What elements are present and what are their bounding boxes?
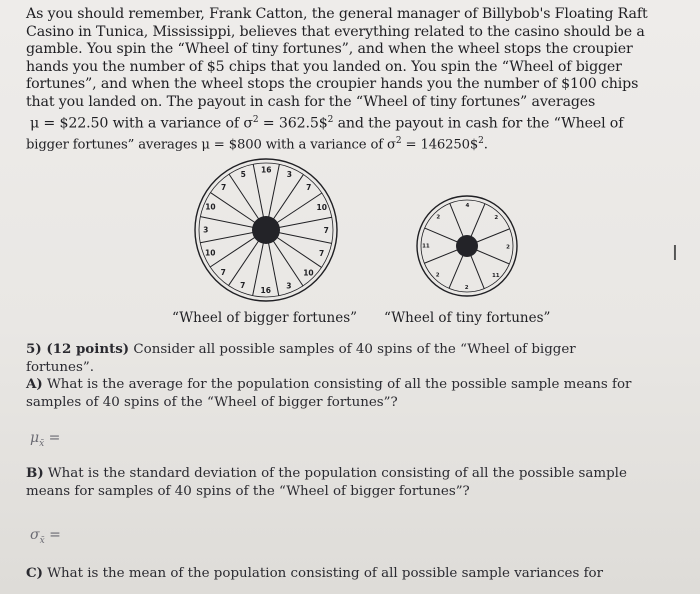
formula-text: = 146250$ <box>401 137 479 153</box>
tiny-wheel-segment-label: 4 <box>465 202 470 209</box>
wheel-of-bigger-fortunes <box>189 156 345 304</box>
intro-line: that you landed on. The payout in cash for the “Wheel of tiny fortunes” averages <box>26 93 596 110</box>
question-5a-line: samples of 40 spins of the “Wheel of bigger fortunes”? <box>26 395 398 410</box>
big-wheel-segment-label: 7 <box>220 268 226 278</box>
question-5b-line: means for samples of 40 spins of the “Wheel of bigger fortunes”? <box>26 484 470 499</box>
big-wheel-segment-label: 7 <box>220 182 227 192</box>
superscript: 2 <box>327 114 334 125</box>
question-5a <box>26 375 686 412</box>
intro-line <box>26 133 676 154</box>
formula-text: bigger fortunes” averages μ = $800 with a variance of σ <box>26 137 396 153</box>
question-5-line: fortunes”. <box>26 360 94 375</box>
wheel-of-tiny-fortunes <box>414 193 520 299</box>
big-wheel-segment-label: 7 <box>240 281 246 291</box>
equals-sign: = <box>44 430 61 446</box>
tiny-wheel-segment-label: 2 <box>464 284 469 291</box>
question-5-line <box>26 340 686 359</box>
formula-text: = 362.5$ <box>258 115 328 132</box>
big-wheel-segment-label: 5 <box>240 169 246 179</box>
subscript: x̄ <box>39 438 45 449</box>
intro-line: Casino in Tunica, Mississippi, believes that everything related to the casino should be a <box>26 23 645 40</box>
big-wheel-hub <box>252 216 280 244</box>
answer-5a[interactable] <box>30 430 60 449</box>
part-label: C) <box>26 565 43 581</box>
tiny-wheel-segment-label: 11 <box>422 243 430 250</box>
big-wheel-segment-label: 3 <box>286 170 292 180</box>
big-wheel-segment-label: 16 <box>261 165 272 175</box>
big-wheel-segment-label: 10 <box>316 202 327 212</box>
tiny-wheel-segment-label: 2 <box>494 215 499 222</box>
tiny-wheel-segment-label: 2 <box>435 272 440 279</box>
formula-text: . <box>483 137 488 153</box>
part-text: What is the standard deviation of the population consisting of all the possible sample <box>43 466 627 481</box>
problem-intro <box>26 6 676 154</box>
big-wheel-segment-label: 10 <box>205 202 216 212</box>
part-label: B) <box>26 465 44 481</box>
big-wheel-segment-label: 7 <box>318 248 325 258</box>
question-5b <box>26 464 686 501</box>
big-wheel-segment-label: 3 <box>203 225 209 235</box>
sigma-symbol: σ <box>30 527 40 543</box>
equals-sign: = <box>44 527 61 543</box>
formula-text: and the payout in cash for the “Wheel of <box>333 115 624 132</box>
big-wheel-segment-label: 3 <box>286 281 292 291</box>
superscript: 2 <box>395 135 402 146</box>
question-5 <box>26 340 686 377</box>
formula-text: μ = $22.50 with a variance of σ <box>30 115 253 132</box>
big-wheel-segment-label: 10 <box>303 268 314 278</box>
superscript: 2 <box>478 135 484 146</box>
intro-line: As you should remember, Frank Catton, the general manager of Billybob's Floating Raft <box>26 6 648 22</box>
subscript: x̄ <box>39 535 45 546</box>
superscript: 2 <box>252 114 259 125</box>
intro-line <box>26 112 676 133</box>
question-5a-line <box>26 375 686 394</box>
big-wheel-segment-label: 10 <box>205 248 216 258</box>
tiny-wheel-segment-label: 11 <box>491 273 500 280</box>
intro-line: hands you the number of $5 chips that you landed on. You spin the “Wheel of bigger <box>26 58 622 75</box>
tiny-wheel-segment-label: 2 <box>506 244 510 251</box>
big-wheel-caption: “Wheel of bigger fortunes” <box>172 310 358 326</box>
question-label: 5) (12 points) <box>26 341 130 357</box>
big-wheel-segment-label: 7 <box>323 225 329 235</box>
tiny-wheel-segment-label: 2 <box>436 214 441 221</box>
part-label: A) <box>26 376 43 392</box>
question-5c-line <box>26 564 686 583</box>
tiny-wheel-caption: “Wheel of tiny fortunes” <box>384 310 551 326</box>
answer-5b[interactable] <box>30 527 61 546</box>
intro-line: fortunes”, and when the wheel stops the croupier hands you the number of $100 chips <box>26 76 639 93</box>
mu-symbol: μ <box>30 430 40 446</box>
part-text: What is the average for the population consisting of all the possible sample means for <box>42 377 632 392</box>
big-wheel-segment-label: 7 <box>306 183 312 193</box>
text-cursor-icon: I <box>672 241 678 265</box>
part-text: What is the mean of the population consisting of all possible sample variances for <box>43 566 604 581</box>
tiny-wheel-hub <box>456 235 478 257</box>
question-text: Consider all possible samples of 40 spins of the “Wheel of bigger <box>129 342 576 357</box>
big-wheel-segment-label: 16 <box>260 285 271 295</box>
question-5b-line <box>26 464 686 483</box>
question-5c <box>26 564 686 583</box>
intro-line: gamble. You spin the “Wheel of tiny fortunes”, and when the wheel stops the croupier <box>26 41 633 58</box>
